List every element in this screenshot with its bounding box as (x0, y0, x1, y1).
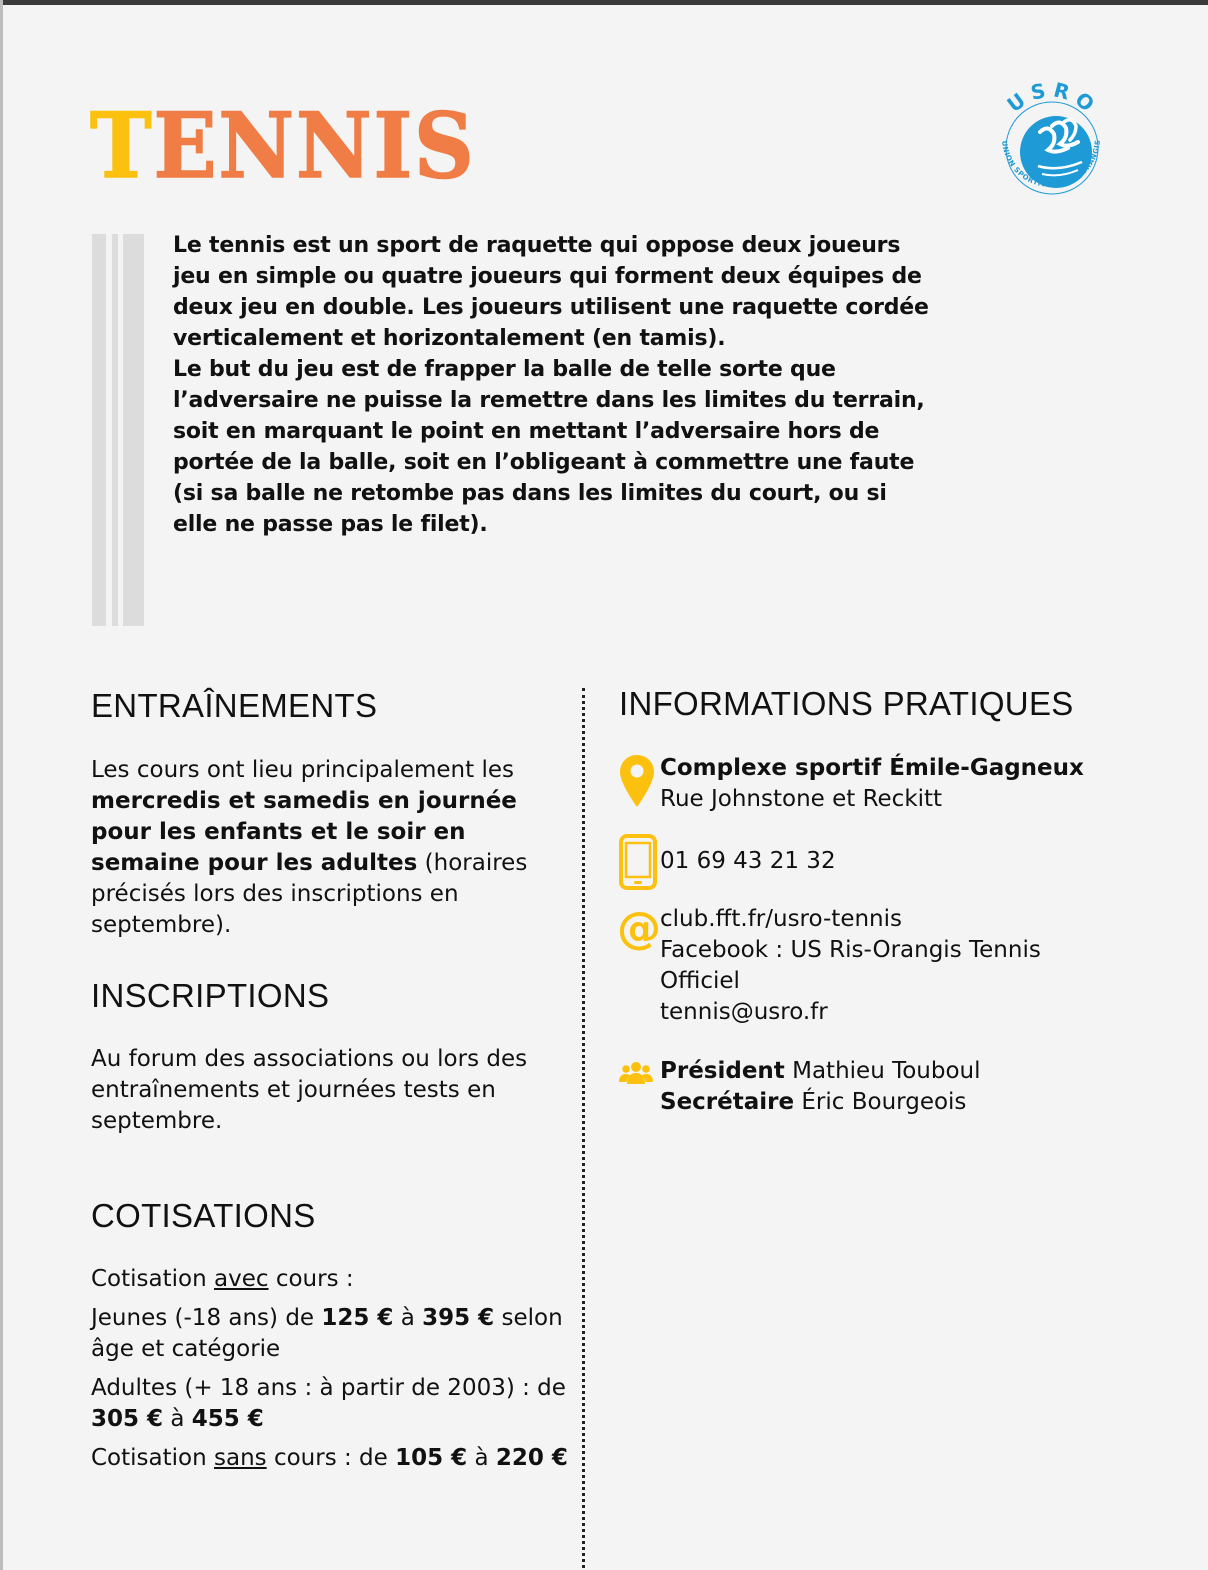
column-divider (582, 688, 585, 1568)
jeunes-max-price: 395 € (422, 1305, 495, 1331)
page-title (90, 93, 476, 199)
president-line (660, 1056, 981, 1087)
entrainements-text-after: (horaires précisés lors des inscriptions en septembre). (91, 850, 528, 938)
adultes-label: Adultes (+ 18 ans : à partir de 2003) : de (91, 1375, 566, 1401)
cot-label: Cotisation (91, 1266, 214, 1292)
facebook-line-1[interactable]: Facebook : US Ris-Orangis Tennis (660, 937, 1041, 963)
cot-avec: avec (214, 1266, 269, 1292)
jeunes-a: à (393, 1305, 423, 1331)
adultes-min-price: 305 € (91, 1406, 164, 1432)
secretaire-name: Éric Bourgeois (794, 1089, 967, 1115)
inscriptions-text: Au forum des associations ou lors des entraînements et journées tests en septembre. (91, 1046, 528, 1134)
heading-informations-pratiques: INFORMATIONS PRATIQUES (619, 685, 1074, 722)
cot-cours: cours : (268, 1266, 354, 1292)
heading-cotisations: COTISATIONS (91, 1197, 316, 1234)
venue-address: Rue Johnstone et Reckitt (660, 786, 943, 812)
smartphone-icon (619, 834, 657, 895)
sans-min-price: 105 € (395, 1445, 468, 1471)
president-name: Mathieu Touboul (784, 1058, 981, 1084)
decorative-stripes (92, 234, 144, 626)
intro-paragraph-1: Le tennis est un sport de raquette qui oppose deux joueurs jeu en simple ou quatre joueurs qui forment deux équipes de deux jeu en double. Les joueurs utilisent une raquette cordée verticalement et horizontalement (en tamis). (173, 233, 929, 351)
facebook-line-2[interactable]: Officiel (660, 968, 740, 994)
logo-ring-text: UNION SPORTIVE DE RIS ORANGIS (1000, 139, 1103, 190)
heading-inscriptions: INSCRIPTIONS (91, 977, 330, 1014)
secretaire-label: Secrétaire (660, 1089, 795, 1115)
cotisations-list (91, 1264, 571, 1482)
website-link[interactable]: club.fft.fr/usro-tennis (660, 906, 903, 932)
logo-brand-text: USRO (1002, 82, 1104, 121)
intro-text (173, 230, 933, 540)
at-sign-icon: @ (617, 903, 661, 954)
sans-label: Cotisation (91, 1445, 214, 1471)
jeunes-suffix: selon âge et catégorie (91, 1305, 563, 1362)
cotisation-jeunes (91, 1303, 571, 1365)
entrainements-text-bold: mercredis et samedis en journée pour les enfants et le soir en semaine pour les adultes (91, 788, 517, 876)
left-border (0, 0, 3, 1570)
cotisation-sans-cours (91, 1443, 571, 1474)
heading-entrainements: ENTRAÎNEMENTS (91, 687, 378, 724)
entrainements-text (91, 755, 571, 941)
jeunes-label: Jeunes (-18 ans) de (91, 1305, 322, 1331)
sans-a: à (467, 1445, 496, 1471)
usro-logo (990, 82, 1112, 204)
cot-sans: sans (214, 1445, 267, 1471)
secretaire-line (660, 1087, 966, 1118)
email-link[interactable]: tennis@usro.fr (660, 999, 828, 1025)
phone-number: 01 69 43 21 32 (660, 848, 836, 874)
people-icon (619, 1060, 653, 1091)
venue-name: Complexe sportif Émile-Gagneux (660, 755, 1084, 781)
adultes-max-price: 455 € (191, 1406, 264, 1432)
top-border (0, 0, 1208, 5)
cotisation-adultes (91, 1373, 571, 1435)
intro-paragraph-2: Le but du jeu est de frapper la balle de telle sorte que l’adversaire ne puisse la remettre dans les limites du terrain, soit en marquant le point en mettant l’adversaire hors de portée de la balle, soit en l’obligeant à commettre une faute (si sa balle ne retombe pas dans les limites du court, ou si elle ne passe pas le filet). (173, 357, 925, 537)
location-pin-icon (619, 754, 655, 813)
title-first-letter: T (90, 93, 154, 199)
title-rest: ENNIS (153, 93, 476, 199)
cotisation-avec-cours (91, 1264, 571, 1295)
sans-cours: cours : de (266, 1445, 396, 1471)
entrainements-text-before: Les cours ont lieu principalement les (91, 757, 514, 783)
svg-text:USRO (1003, 82, 1104, 120)
sans-max-price: 220 € (495, 1445, 568, 1471)
adultes-a: à (163, 1406, 192, 1432)
president-label: Président (660, 1058, 785, 1084)
jeunes-min-price: 125 € (321, 1305, 394, 1331)
